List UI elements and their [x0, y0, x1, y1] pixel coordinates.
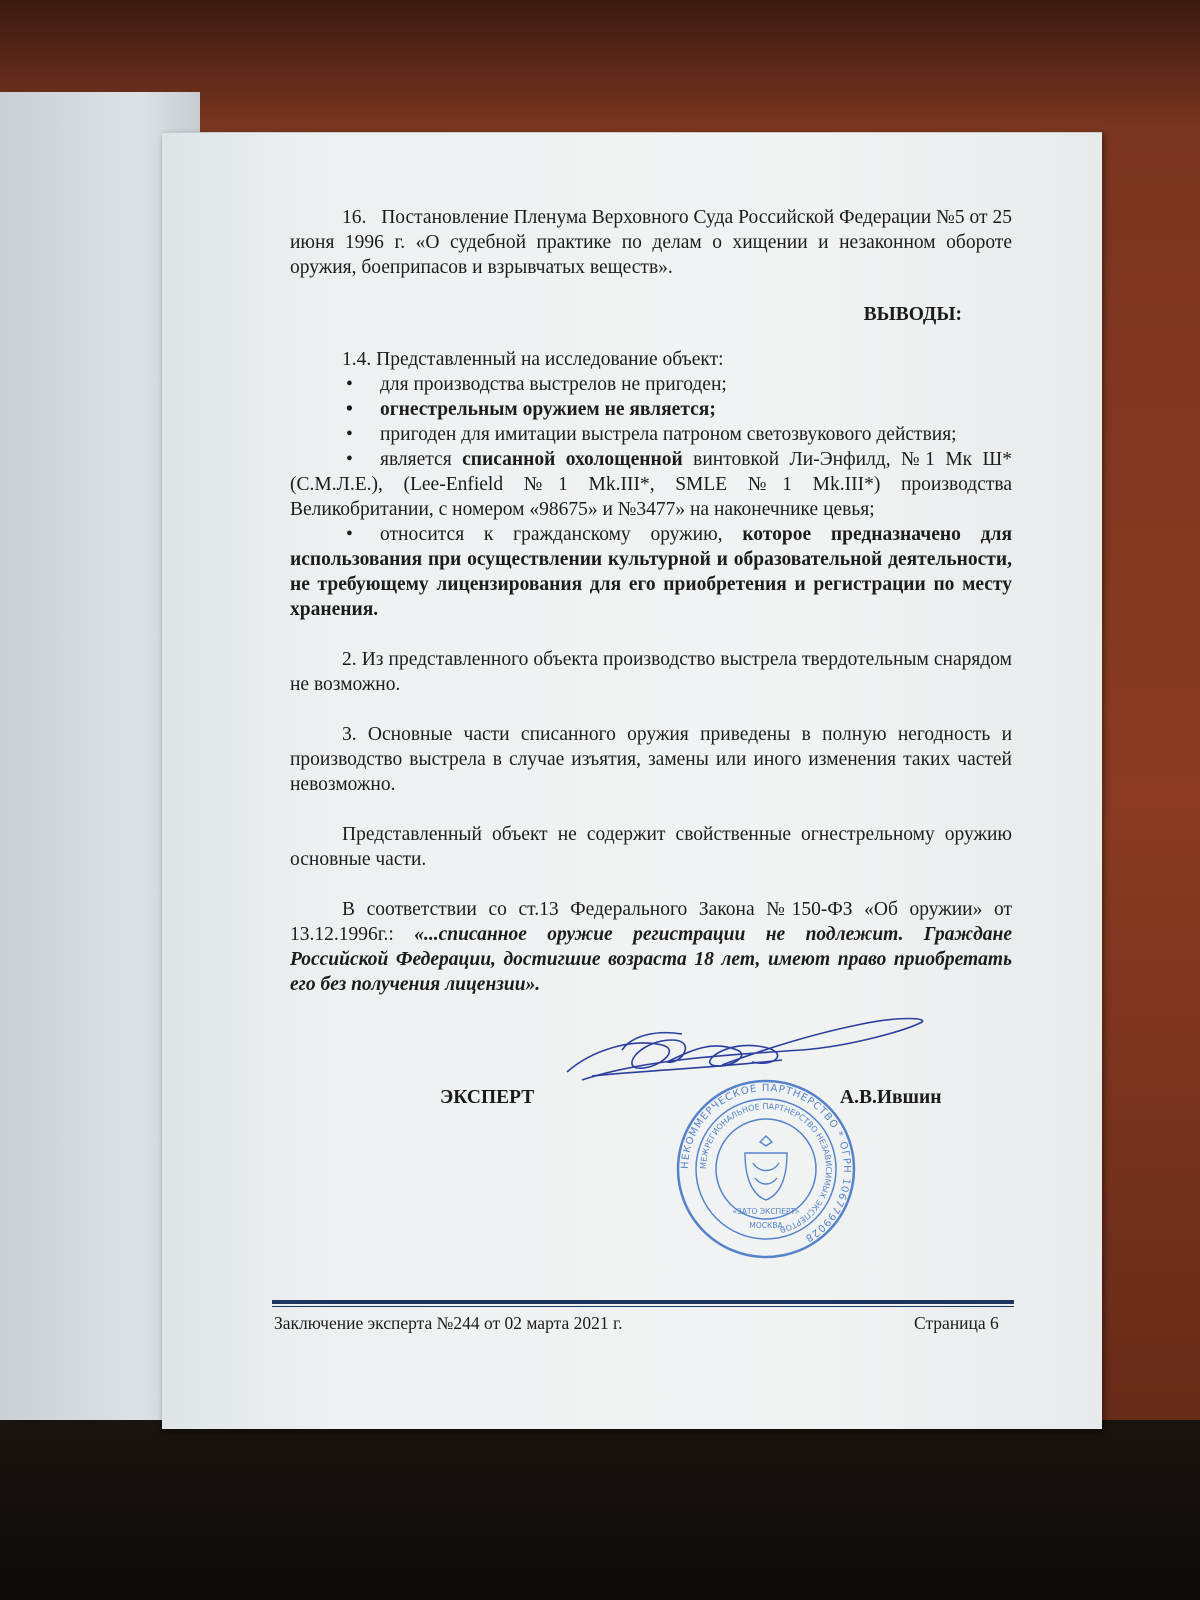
- conclusions-heading: ВЫВОДЫ:: [863, 304, 962, 325]
- list-item: • пригоден для имитации выстрела патроном светозвукового действия;: [346, 424, 957, 445]
- svg-text:НЕКОММЕРЧЕСКОЕ ПАРТНЕРСТВО * О: НЕКОММЕРЧЕСКОЕ ПАРТНЕРСТВО * ОГРН 1067799028: [679, 1082, 853, 1244]
- list-item: • для производства выстрелов не пригоден;: [346, 374, 727, 395]
- bullet-icon: •: [346, 399, 353, 420]
- document-page: [162, 132, 1102, 1429]
- footer-page-number: Страница 6: [914, 1313, 999, 1333]
- bullet-icon: •: [346, 424, 353, 445]
- bullet-icon: •: [346, 524, 353, 545]
- footer-rule-thin: [272, 1306, 1014, 1307]
- bullet-icon: •: [346, 374, 353, 395]
- page-body: [290, 205, 1013, 1108]
- expert-label: ЭКСПЕРТ: [440, 1087, 535, 1108]
- parts-paragraph: Представленный объект не содержит свойственные огнестрельному оружию основные части.: [290, 824, 1012, 870]
- point-1-4-intro: 1.4. Представленный на исследование объект:: [342, 349, 724, 370]
- law-paragraph: В соответствии со ст.13 Федерального Закона №150-ФЗ «Об оружии» от 13.12.1996г.: «...списанное оружие регистрации не подлежит. Граждане Российской Федерации, достигшие возраста 18 лет, имеют право приобретать его без получения лицензии».: [290, 899, 1013, 995]
- list-item: • является списанной охолощенной винтовкой Ли-Энфилд, №1 Мк Ш* (С.М.Л.Е.), (Lee-Enfield №1 Mk.III*, SMLE №1 Mk.III*) производства Великобритании, с номером «98675» и №3477» на наконечнике цевья;: [290, 449, 1012, 520]
- footer-document-ref: Заключение эксперта №244 от 02 марта 2021 г.: [274, 1313, 623, 1333]
- expert-name: А.В.Ившин: [840, 1087, 942, 1108]
- dark-surface: [0, 1420, 1200, 1600]
- list-item: • огнестрельным оружием не является;: [346, 399, 716, 420]
- item-16: 16. Постановление Пленума Верховного Суда Российской Федерации №5 от 25 июня 1996 г. «О судебной практике по делам о хищении и незаконном обороте оружия, боеприпасов и взрывчатых веществ».: [290, 207, 1012, 278]
- footer-rule: [272, 1300, 1014, 1304]
- list-item: • относится к гражданскому оружию, которое предназначено для использования при осуществлении культурной и образовательной деятельности, не требующему лицензирования для его приобретения и регистрации по месту хранения.: [290, 524, 1013, 620]
- svg-text:МОСКВА: МОСКВА: [749, 1221, 783, 1230]
- round-seal: [675, 1078, 857, 1260]
- point-2: 2. Из представленного объекта производство выстрела твердотельным снарядом не возможно.: [290, 649, 1012, 695]
- point-3: 3. Основные части списанного оружия приведены в полную негодность и производство выстрела в случае изъятия, замены или иного изменения таких частей невозможно.: [290, 724, 1012, 795]
- svg-text:«ЗАТО ЭКСПЕРТ»: «ЗАТО ЭКСПЕРТ»: [732, 1207, 800, 1216]
- coat-of-arms-icon: [745, 1136, 787, 1200]
- bullet-icon: •: [346, 449, 353, 470]
- svg-text:МЕЖРЕГИОНАЛЬНОЕ ПАРТНЕРСТВО НЕ: МЕЖРЕГИОНАЛЬНОЕ ПАРТНЕРСТВО НЕЗАВИСИМЫХ ЭКСПЕРТОВ: [698, 1101, 834, 1235]
